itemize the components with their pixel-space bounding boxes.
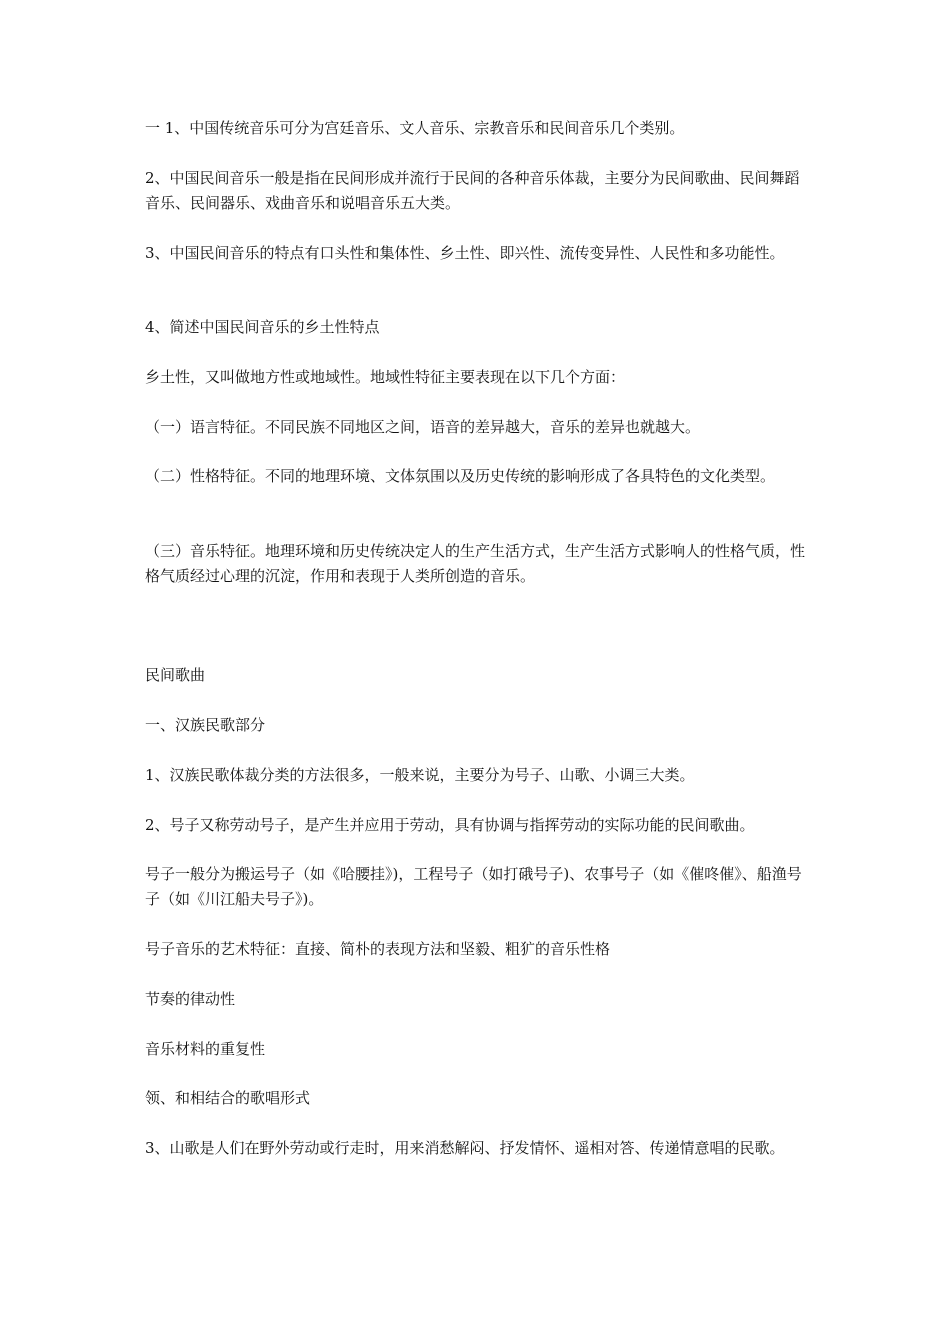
list-item-repetition: 音乐材料的重复性 — [145, 1040, 266, 1058]
paragraph-locality-intro: 乡土性，又叫做地方性或地域性。地域性特征主要表现在以下几个方面： — [145, 368, 626, 386]
paragraph-music-feature: （三）音乐特征。地理环境和历史传统决定人的生产生活方式，生产生活方式影响人的性格气质，性格气质经过心理的沉淀，作用和表现于人类所创造的音乐。 — [145, 542, 806, 585]
section-heading-folk-songs: 民间歌曲 — [145, 666, 206, 684]
paragraph-mountain-songs: 3、山歌是人们在野外劳动或行走时，用来消愁解闷、抒发情怀、遥相对答、传递情意唱的民歌。 — [145, 1139, 785, 1157]
list-item-rhythm: 节奏的律动性 — [145, 990, 236, 1008]
paragraph-work-songs: 2、号子又称劳动号子，是产生并应用于劳动，具有协调与指挥劳动的实际功能的民间歌曲。 — [145, 816, 755, 834]
paragraph-question-locality: 4、简述中国民间音乐的乡土性特点 — [145, 318, 380, 336]
paragraph-folk-music-definition: 2、中国民间音乐一般是指在民间形成并流行于民间的各种音乐体裁，主要分为民间歌曲、民间舞蹈音乐、民间器乐、戏曲音乐和说唱音乐五大类。 — [145, 169, 800, 212]
paragraph-language-feature: （一）语言特征。不同民族不同地区之间，语音的差异越大，音乐的差异也就越大。 — [145, 418, 701, 436]
paragraph-character-feature: （二）性格特征。不同的地理环境、文体氛围以及历史传统的影响形成了各具特色的文化类型。 — [145, 467, 776, 485]
subheading-han-folk-songs: 一、汉族民歌部分 — [145, 716, 266, 734]
paragraph-han-genres: 1、汉族民歌体裁分类的方法很多，一般来说，主要分为号子、山歌、小调三大类。 — [145, 766, 695, 784]
paragraph-folk-music-features: 3、中国民间音乐的特点有口头性和集体性、乡土性、即兴性、流传变异性、人民性和多功能性。 — [145, 244, 785, 262]
paragraph-work-song-art: 号子音乐的艺术特征：直接、简朴的表现方法和坚毅、粗犷的音乐性格 — [145, 940, 611, 958]
document-page — [145, 0, 815, 1344]
paragraph-traditional-music-categories: 一 1、中国传统音乐可分为宫廷音乐、文人音乐、宗教音乐和民间音乐几个类别。 — [145, 119, 685, 137]
list-item-call-response: 领、和相结合的歌唱形式 — [145, 1089, 311, 1107]
paragraph-work-song-types: 号子一般分为搬运号子（如《哈腰挂》)，工程号子（如打硪号子)、农事号子（如《催咚催》、船渔号子（如《川江船夫号子》)。 — [145, 865, 802, 908]
